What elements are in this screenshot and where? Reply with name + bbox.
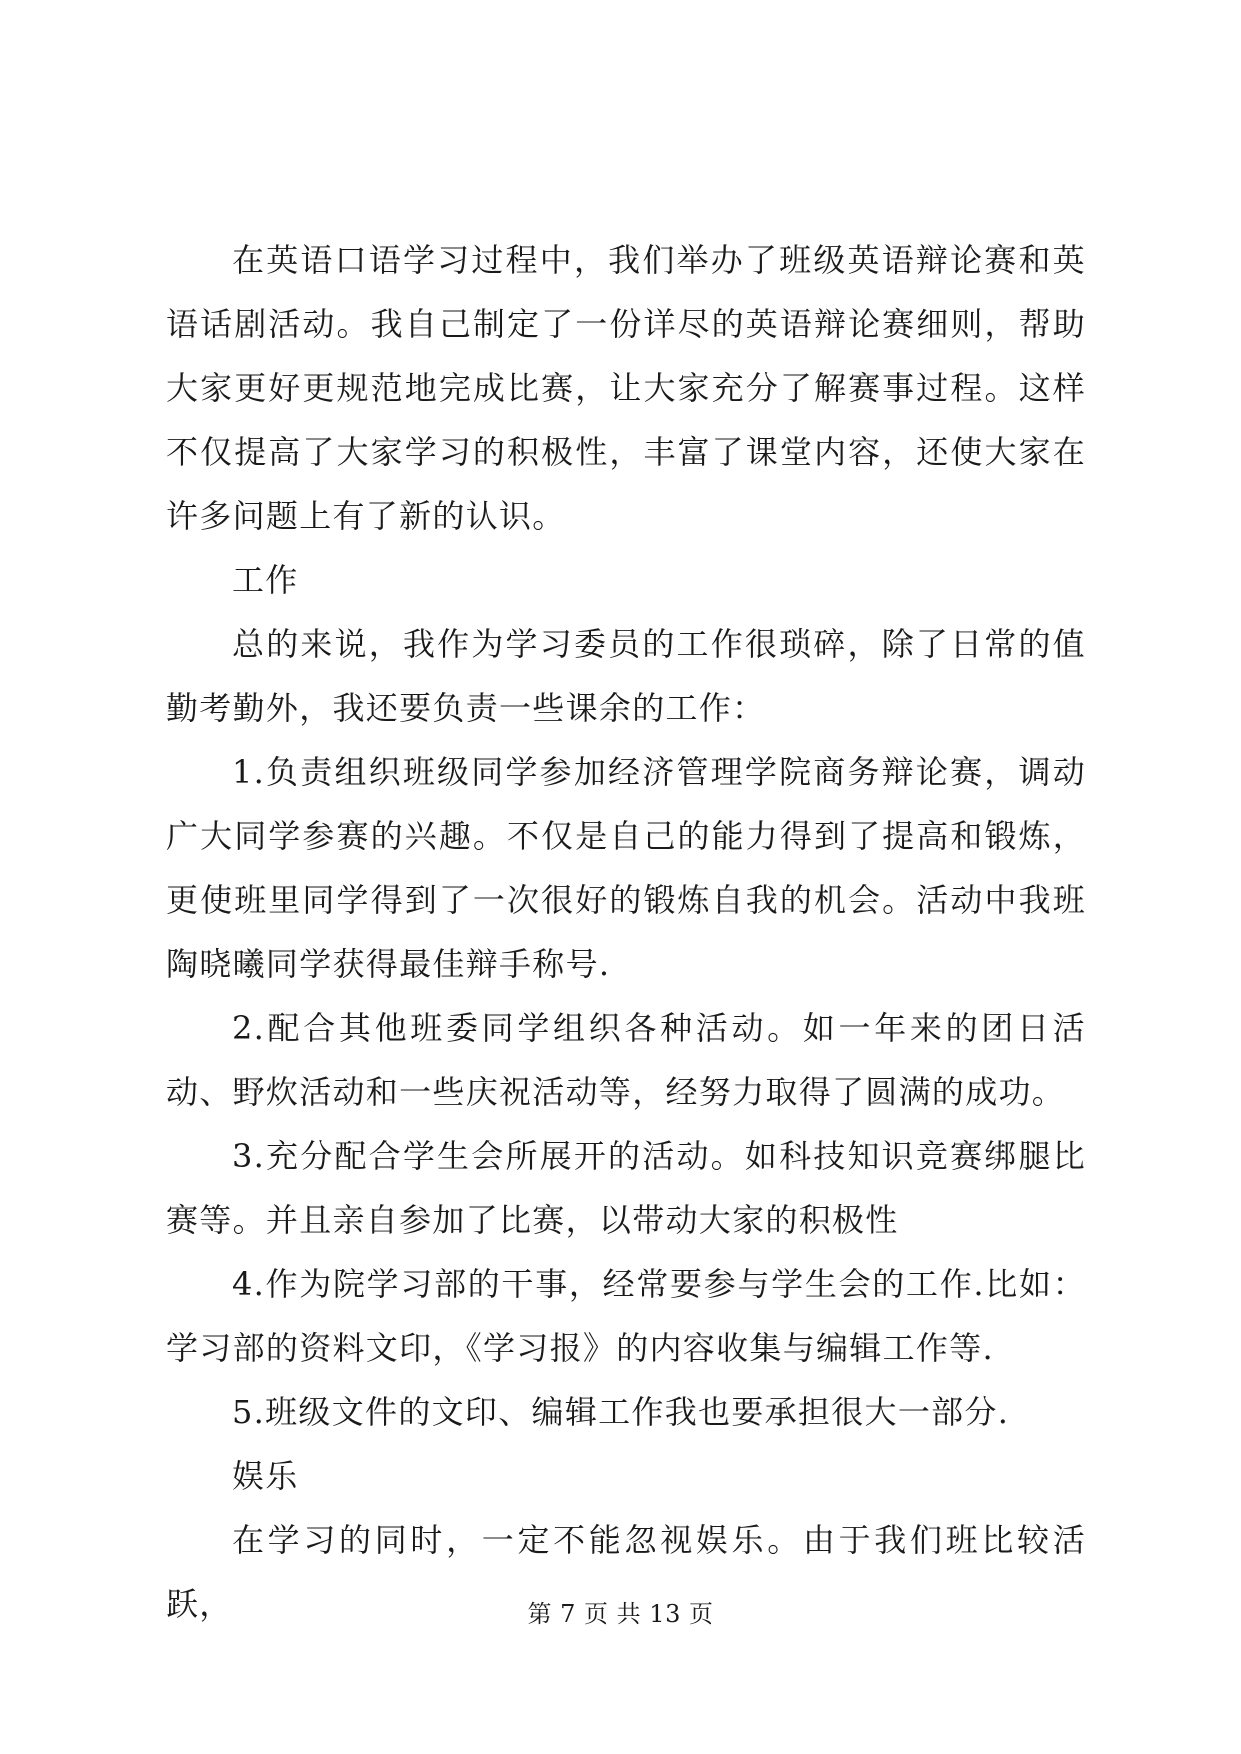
list-item-2: 2.配合其他班委同学组织各种活动。如一年来的团日活动、野炊活动和一些庆祝活动等，经努力取得了圆满的成功。 — [166, 1009, 1086, 1111]
list-item-4: 4.作为院学习部的干事，经常要参与学生会的工作.比如：学习部的资料文印，《学习报》的内容收集与编辑工作等. — [166, 1265, 1086, 1367]
section-heading-work: 工作 — [232, 561, 299, 599]
list-item-1: 1.负责组织班级同学参加经济管理学院商务辩论赛，调动广大同学参赛的兴趣。不仅是自己的能力得到了提高和锻炼，更使班里同学得到了一次很好的锻炼自我的机会。活动中我班陶晓曦同学获得最佳辩手称号. — [166, 753, 1086, 983]
paragraph-work-summary: 总的来说，我作为学习委员的工作很琐碎，除了日常的值勤考勤外，我还要负责一些课余的工作： — [166, 625, 1086, 727]
list-item-5: 5.班级文件的文印、编辑工作我也要承担很大一部分. — [232, 1393, 1010, 1431]
list-item-3: 3.充分配合学生会所展开的活动。如科技知识竞赛绑腿比赛等。并且亲自参加了比赛，以带动大家的积极性 — [166, 1137, 1086, 1239]
section-heading-entertainment: 娱乐 — [232, 1457, 299, 1495]
document-body — [166, 228, 1086, 1636]
paragraph-english-speaking: 在英语口语学习过程中，我们举办了班级英语辩论赛和英语话剧活动。我自己制定了一份详尽的英语辩论赛细则，帮助大家更好更规范地完成比赛，让大家充分了解赛事过程。这样不仅提高了大家学习的积极性，丰富了课堂内容，还使大家在许多问题上有了新的认识。 — [166, 241, 1086, 535]
page-footer: 第 7 页 共 13 页 — [527, 1600, 714, 1628]
paragraph-entertainment: 在学习的同时，一定不能忽视娱乐。由于我们班比较活跃， — [166, 1521, 1086, 1623]
